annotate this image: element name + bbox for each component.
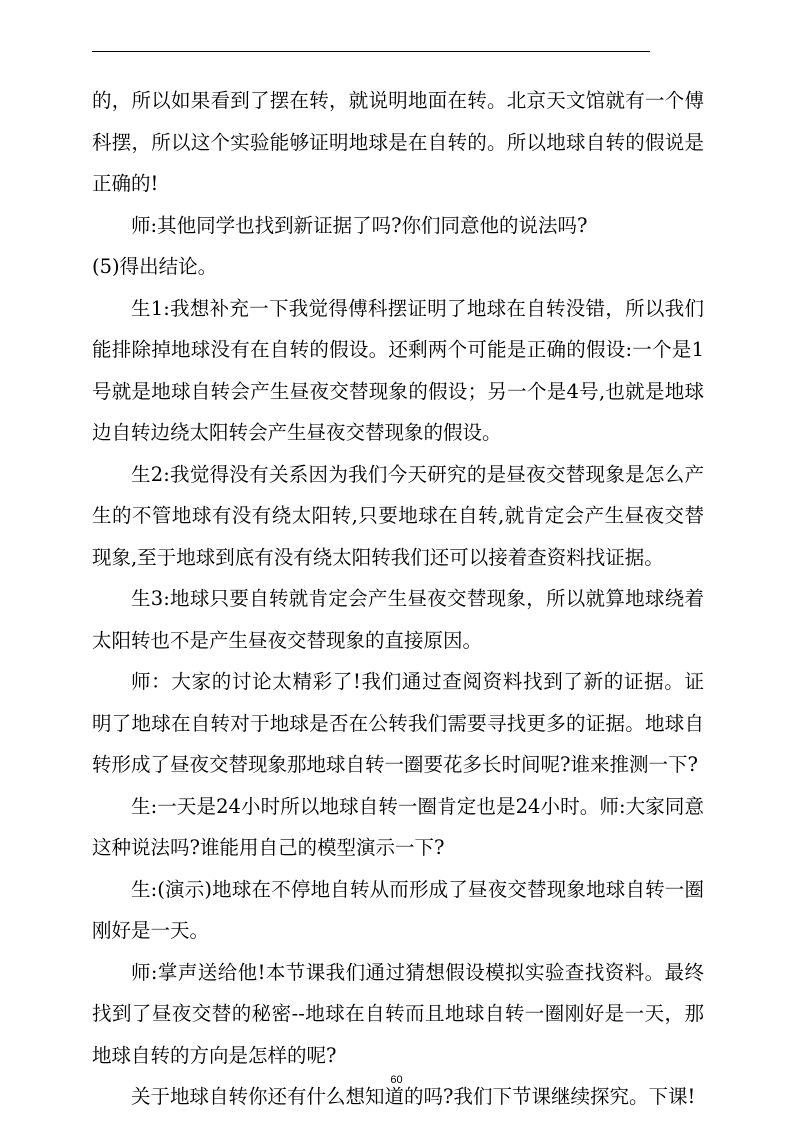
paragraph-student-1: 生1:我想补充一下我觉得傅科摆证明了地球在自转没错，所以我们能排除掉地球没有在自转的假设。还剩两个可能是正确的假设:一个是1号就是地球自转会产生昼夜交替现象的假设；另一个是4号,也就是地球边自转边绕太阳转会产生昼夜交替现象的假设。 — [92, 296, 704, 444]
paragraph-student-demo: 生:(演示)地球在不停地自转从而形成了昼夜交替现象地球自转一圈刚好是一天。 — [92, 877, 704, 942]
paragraph-teacher-conclusion: 师:掌声送给他!本节课我们通过猜想假设模拟实验查找资料。最终找到了昼夜交替的秘密--地球在自转而且地球自转一圈刚好是一天，那地球自转的方向是怎样的呢? — [92, 960, 704, 1067]
paragraph-teacher-summary: 师：大家的讨论太精彩了!我们通过查阅资料找到了新的证据。证明了地球在自转对于地球是否在公转我们需要寻找更多的证据。地球自转形成了昼夜交替现象那地球自转一圈要花多长时间呢?谁来推测一下? — [92, 670, 704, 776]
page-number: 60 — [390, 1074, 403, 1086]
paragraph-teacher-question: 师:其他同学也找到新证据了吗?你们同意他的说法吗? — [131, 213, 588, 237]
paragraph-student-answer: 生:一天是24小时所以地球自转一圈肯定也是24小时。师:大家同意这种说法吗?谁能用自己的模型演示一下? — [92, 794, 704, 859]
paragraph-section-heading: (5)得出结论。 — [92, 255, 218, 278]
paragraph-student-3: 生3:地球只要自转就肯定会产生昼夜交替现象，所以就算地球绕着太阳转也不是产生昼夜交替现象的直接原因。 — [92, 587, 704, 652]
paragraph-student-2: 生2:我觉得没有关系因为我们今天研究的是昼夜交替现象是怎么产生的不管地球有没有绕太阳转,只要地球在自转,就肯定会产生昼夜交替现象,至于地球到底有没有绕太阳转我们还可以接着查资料找证据。 — [92, 462, 704, 569]
header-rule — [92, 51, 650, 52]
paragraph-continuation: 的，所以如果看到了摆在转，就说明地面在转。北京天文馆就有一个傅科摆，所以这个实验能够证明地球是在自转的。所以地球自转的假说是正确的! — [92, 89, 704, 195]
paragraph-closing: 关于地球自转你还有什么想知道的吗?我们下节课继续探究。下课! — [131, 1085, 696, 1108]
document-body — [92, 80, 704, 1118]
